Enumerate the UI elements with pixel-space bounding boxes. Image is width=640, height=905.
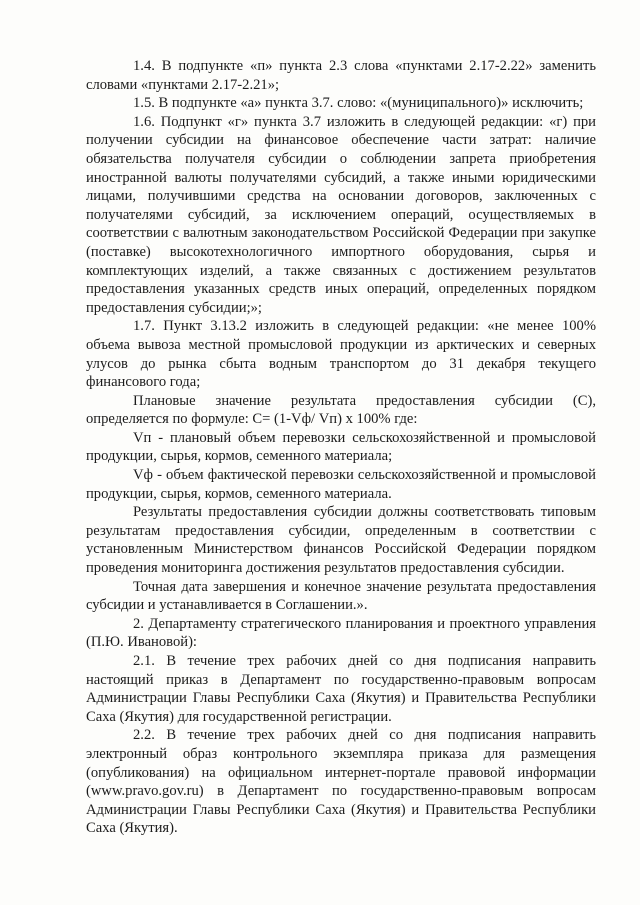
document-body	[86, 57, 596, 838]
paragraph-results: Результаты предоставления субсидии должны соответствовать типовым результатам предоставления субсидии, определенным в соответствии с установленным Министерством финансов Российской Федерации порядком проведения мониторинга достижения результатов предоставления субсидии.	[86, 504, 596, 577]
paragraph-1-7: 1.7. Пункт 3.13.2 изложить в следующей редакции: «не менее 100% объема вывоза местной промысловой продукции из арктических и северных улусов до рынка сбыта водным транспортом до 31 декабря текущего финансового года;	[86, 318, 596, 391]
paragraph-1-5: 1.5. В подпункте «а» пункта 3.7. слово: «(муниципального)» исключить;	[133, 95, 584, 112]
paragraph-1-4: 1.4. В подпункте «п» пункта 2.3 слова «пунктами 2.17-2.22» заменить словами «пунктами 2.17-2.21»;	[86, 58, 596, 93]
paragraph-exact-date: Точная дата завершения и конечное значение результата предоставления субсидии и устанавливается в Соглашении.».	[86, 578, 596, 614]
paragraph-1-6: 1.6. Подпункт «г» пункта 3.7 изложить в следующей редакции: «г) при получении субсидии на финансовое обеспечение части затрат: наличие обязательства получателя субсидии о соблюдении запрета приобретения иностранной валюты получателями субсидий, а также иными юридическими лицами, получившими средства на основании договоров, заключенных с получателями субсидий, за исключением операций, осуществляемых в соответствии с валютным законодательством Российской Федерации при закупке (поставке) высокотехнологичного импортного оборудования, сырья и комплектующих изделий, а также связанных с достижением результатов предоставления указанных средств иных операций, определенных порядком предоставления субсидии;»;	[86, 113, 596, 316]
paragraph-formula: Плановые значение результата предоставления субсидии (С), определяется по формуле: С= (1-Vф/ Vп) х 100% где:	[86, 392, 596, 428]
paragraph-2: 2. Департаменту стратегического планирования и проектного управления (П.Ю. Ивановой):	[86, 615, 596, 651]
paragraph-2-2: 2.2. В течение трех рабочих дней со дня подписания направить электронный образ контрольного экземпляра приказа для размещения (опубликования) на официальном интернет-портале правовой информации (www.pravo.gov.ru) в Департамент по государственно-правовым вопросам Администрации Главы Республики Саха (Якутия) и Правительства Республики Саха (Якутия).	[86, 727, 596, 837]
paragraph-vf-definition: Vф - объем фактической перевозки сельскохозяйственной и промысловой продукции, сырья, кормов, семенного материала.	[86, 467, 596, 502]
paragraph-2-1: 2.1. В течение трех рабочих дней со дня подписания направить настоящий приказ в Департамент по государственно-правовым вопросам Администрации Главы Республики Саха (Якутия) и Правительства Республики Саха (Якутия) для государственной регистрации.	[86, 653, 596, 725]
paragraph-vp-definition: Vп - плановый объем перевозки сельскохозяйственной и промысловой продукции, сырья, кормов, семенного материала;	[86, 429, 596, 465]
